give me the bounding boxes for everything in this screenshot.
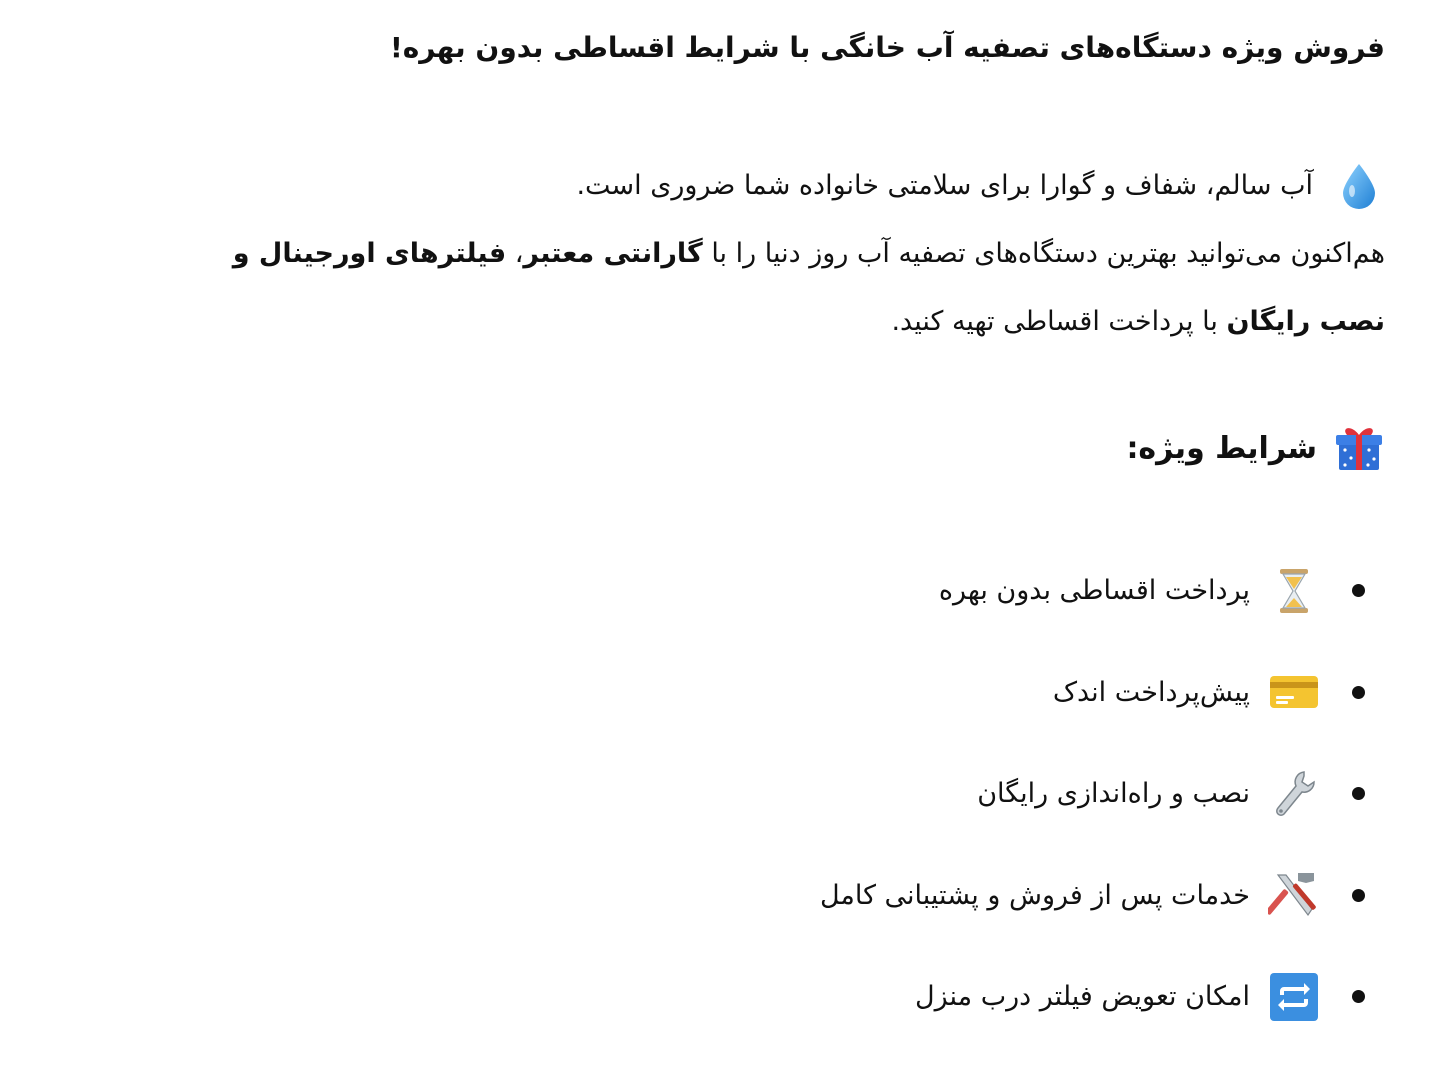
wrench-icon xyxy=(1268,768,1320,820)
warranty-bold: گارانتی معتبر xyxy=(523,238,703,269)
hourglass-icon xyxy=(1268,565,1320,617)
intro-paragraph xyxy=(160,152,1385,356)
bullet xyxy=(1352,889,1365,902)
list-item xyxy=(820,946,1365,1048)
intro-lead-text: آب سالم، شفاف و گوارا برای سلامتی خانواده شما ضروری است. xyxy=(576,170,1313,201)
benefit-label: پرداخت اقساطی بدون بهره xyxy=(938,575,1250,607)
bullet xyxy=(1352,686,1365,699)
intro-lead xyxy=(160,152,1385,220)
hammer-and-wrench-icon xyxy=(1268,869,1320,921)
credit-card-icon xyxy=(1268,666,1320,718)
filters-install-bold: فیلترهای اورجینال و نصب رایگان xyxy=(232,238,1385,337)
special-conditions-heading xyxy=(1126,422,1385,474)
benefits-list xyxy=(820,540,1365,1048)
intro-body-text-1: هم‌اکنون می‌توانید بهترین دستگاه‌های تصفیه آب روز دنیا را با xyxy=(702,238,1385,269)
benefit-label: امکان تعویض فیلتر درب منزل xyxy=(915,981,1250,1013)
benefit-label: پیش‌پرداخت اندک xyxy=(1052,676,1250,708)
bullet xyxy=(1352,584,1365,597)
intro-body-text-2: با پرداخت اقساطی تهیه کنید. xyxy=(891,306,1227,337)
intro-body-separator: ، xyxy=(506,238,524,269)
bullet xyxy=(1352,990,1365,1003)
intro-body xyxy=(160,220,1385,356)
special-conditions-title: شرایط ویژه: xyxy=(1126,430,1317,466)
list-item xyxy=(820,642,1365,744)
water-drop-icon xyxy=(1333,160,1385,212)
repeat-arrows-icon xyxy=(1268,971,1320,1023)
list-item xyxy=(820,845,1365,947)
gift-icon xyxy=(1333,422,1385,474)
headline: فروش ویژه دستگاه‌های تصفیه آب خانگی با شرایط اقساطی بدون بهره! xyxy=(389,31,1385,64)
benefit-label: خدمات پس از فروش و پشتیبانی کامل xyxy=(819,879,1250,911)
benefit-label: نصب و راه‌اندازی رایگان xyxy=(977,778,1250,810)
list-item xyxy=(820,743,1365,845)
bullet xyxy=(1352,787,1365,800)
list-item xyxy=(820,540,1365,642)
